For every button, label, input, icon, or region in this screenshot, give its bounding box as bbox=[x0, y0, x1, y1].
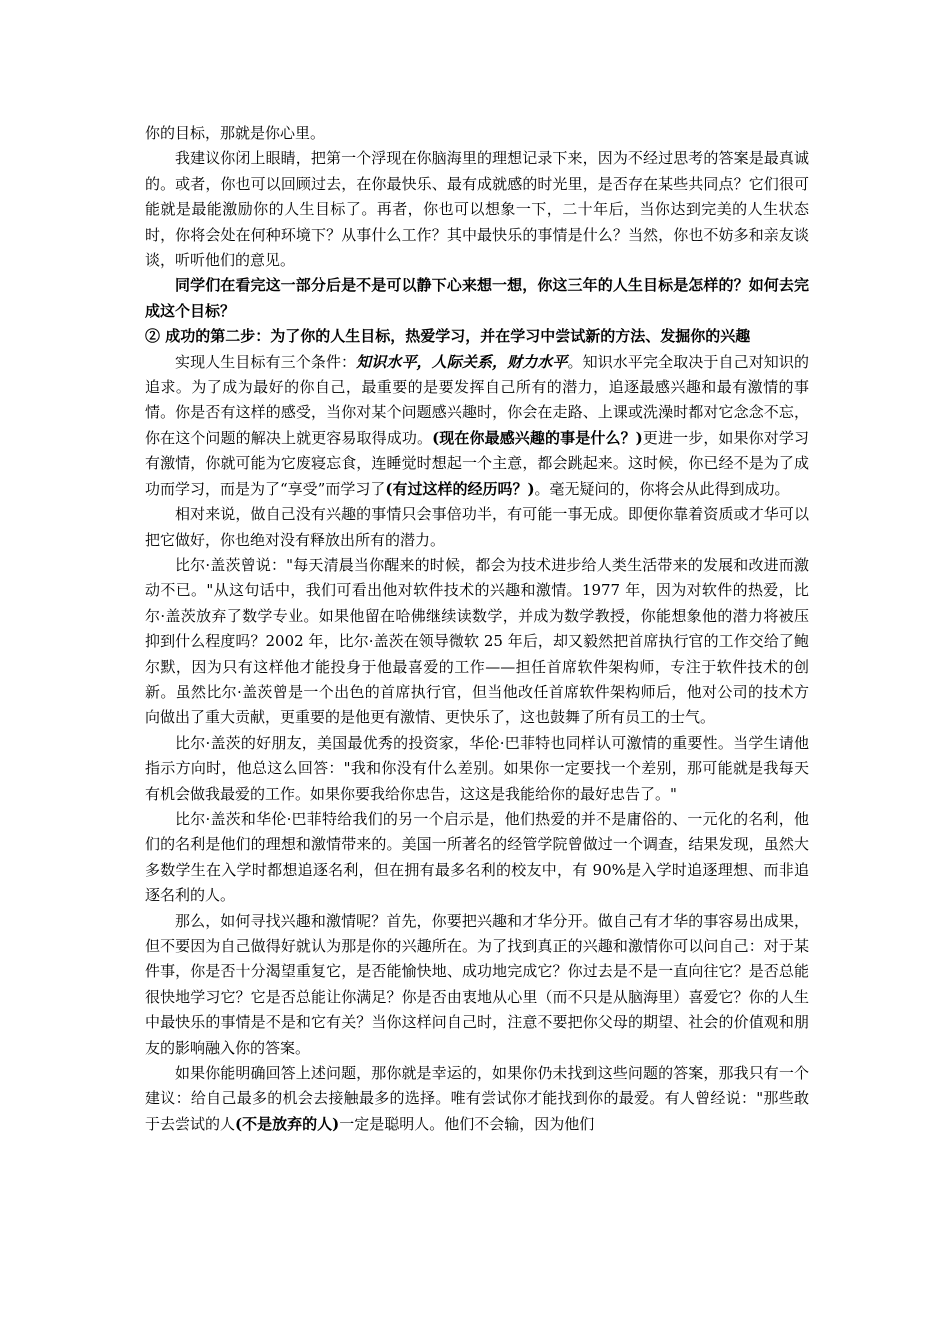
text-run: 更进一步，如果你对学习有激情，你就可能为它废寝忘食，连睡觉时想起一个主意，都会跳起来。这时候，你已经不是为了成功而学习，而是为了“享受”而学习了 bbox=[145, 428, 809, 498]
text-run: 一定是聪明人。他们不会输，因为他们 bbox=[339, 1114, 595, 1133]
paragraph-three-conditions bbox=[145, 350, 809, 502]
paragraph-bill-gates: 比尔·盖茨曾说："每天清晨当你醒来的时候，都会为技术进步给人类生活带来的发展和改进而激动不已。"从这句话中，我们可看出他对软件技术的兴趣和激情。1977 年，因为对软件的热爱，比尔·盖茨放弃了数学专业。如果他留在哈佛继续读数学，并成为数学教授，你能想象他的潜力将被压抑到什么程度吗？2002 年，比尔·盖茨在领导微软 25 年后，却又毅然把首席执行官的工作交给了鲍尔默，因为只有这样他才能投身于他最喜爱的工作——担任首席软件架构师，专注于软件技术的创新。虽然比尔·盖茨曾是一个出色的首席执行官，但当他改任首席软件架构师后，他对公司的技术方向做出了重大贡献，更重要的是他更有激情、更快乐了，这也鼓舞了所有员工的士气。 bbox=[145, 555, 809, 727]
paragraph-goal-end: 你的目标，那就是你心里。 bbox=[145, 124, 326, 142]
text-run: 实现人生目标有三个条件： bbox=[175, 352, 357, 371]
document-page bbox=[145, 121, 809, 1137]
paragraph-close-eyes: 我建议你闭上眼睛，把第一个浮现在你脑海里的理想记录下来，因为不经过思考的答案是最真诚的。或者，你也可以回顾过去，在你最快乐、最有成就感的时光里，是否存在某些共同点？它们很可能就是最能激励你的人生目标了。再者，你也可以想象一下，二十年后，当你达到完美的人生状态时，你将会处在何种环境下？从事什么工作？其中最快乐的事情是什么？当然，你也不妨多和亲友谈谈，听听他们的意见。 bbox=[145, 149, 809, 270]
text-run: 如果你能明确回答上述问题，那你就是幸运的，如果你仍未找到这些问题的答案，那我只有一个建议：给自己最多的机会去接触最多的选择。唯有尝试你才能找到你的最爱。有人曾经说："那些敢于去尝试的人 bbox=[145, 1064, 809, 1133]
paragraph-warren-buffett: 比尔·盖茨的好朋友，美国最优秀的投资家，华伦·巴菲特也同样认可激情的重要性。当学生请他指示方向时，他总这么回答："我和你没有什么差别。如果你一定要找一个差别，那可能就是我每天有机会做我最爱的工作。如果你要我给你忠告，这这是我能给你的最好忠告了。" bbox=[145, 733, 809, 803]
paragraph-no-interest: 相对来说，做自己没有兴趣的事情只会事倍功半，有可能一事无成。即便你靠着资质或才华可以把它做好，你也绝对没有释放出所有的潜力。 bbox=[145, 505, 809, 549]
bold-question-experience: (有过这样的经历吗？) bbox=[385, 479, 535, 498]
section-heading-step-two: ② 成功的第二步：为了你的人生目标，热爱学习，并在学习中尝试新的方法、发掘你的兴趣 bbox=[145, 327, 751, 346]
paragraph-find-passion: 那么，如何寻找兴趣和激情呢？首先，你要把兴趣和才华分开。做自己有才华的事容易出成果，但不要因为自己做得好就认为那是你的兴趣所在。为了找到真正的兴趣和激情你可以问自己：对于某件事，你是否十分渴望重复它，是否能愉快地、成功地完成它？你过去是不是一直向往它？是否总能很快地学习它？它是否总能让你满足？你是否由衷地从心里（而不只是从脑海里）喜爱它？你的人生中最快乐的事情是不是和它有关？当你这样问自己时，注意不要把你父母的期望、社会的价值观和朋友的影响融入你的答案。 bbox=[145, 911, 809, 1057]
text-run: 。知识水平完全取决于自己对知识的追求。为了成为最好的你自己，最重要的是要发挥自己所有的潜力，追逐最感兴趣和最有激情的事情。你是否有这样的感受，当你对某个问题感兴趣时，你会在走路、上课或洗澡时都对它念念不忘，你在这个问题的解决上就更容易取得成功。 bbox=[145, 352, 809, 447]
paragraph-reflection-question: 同学们在看完这一部分后是不是可以静下心来想一想，你这三年的人生目标是怎样的？如何去完成这个目标？ bbox=[145, 276, 809, 320]
emphasis-three-conditions: 知识水平，人际关系，财力水平 bbox=[356, 352, 568, 371]
bold-not-give-up: (不是放弃的人) bbox=[235, 1114, 340, 1133]
text-run: 。毫无疑问的，你将会从此得到成功。 bbox=[534, 479, 790, 498]
bold-question-interest: (现在你最感兴趣的事是什么？) bbox=[432, 428, 643, 447]
paragraph-fame-and-fortune: 比尔·盖茨和华伦·巴菲特给我们的另一个启示是，他们热爱的并不是庸俗的、一元化的名利，他们的名利是他们的理想和激情带来的。美国一所著名的经管学院曾做过一个调查，结果发现，虽然大多数学生在入学时都想追逐名利，但在拥有最多名利的校友中，有 90%是入学时追逐理想、而非追逐名利的人。 bbox=[145, 809, 809, 905]
paragraph-try-more bbox=[145, 1061, 809, 1137]
